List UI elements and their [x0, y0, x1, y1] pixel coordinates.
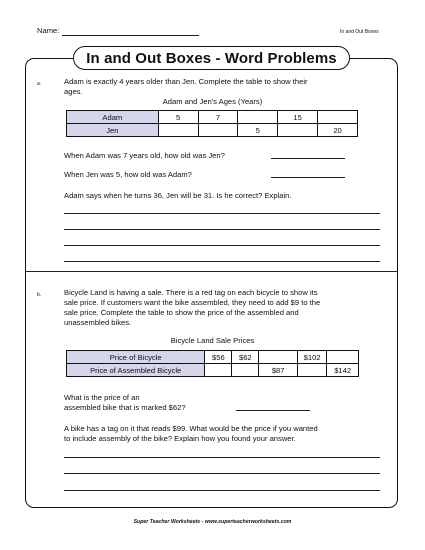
problem-a-intro-2: ages. — [64, 87, 83, 96]
problem-b-question-1b: assembled bike that is marked $62? — [64, 403, 186, 412]
ages-cell[interactable]: 15 — [278, 111, 318, 124]
price-cell[interactable] — [298, 364, 327, 377]
price-cell[interactable] — [205, 364, 232, 377]
price-cell[interactable]: $62 — [232, 351, 259, 364]
ages-cell[interactable] — [278, 124, 318, 137]
explain-line[interactable] — [64, 457, 380, 458]
problem-b-question-2a: A bike has a tag on it that reads $99. What would be the price if you wanted — [64, 424, 318, 433]
explain-line[interactable] — [64, 213, 380, 214]
answer-line[interactable] — [271, 177, 345, 178]
problem-b-intro-3: sale price. Complete the table to show the price of the assembled and — [64, 308, 299, 317]
problem-b-intro-4: unassembled bikes. — [64, 318, 132, 327]
ages-cell[interactable]: 20 — [318, 124, 358, 137]
prices-table — [66, 350, 359, 377]
ages-table — [66, 110, 358, 137]
ages-table-caption: Adam and Jen's Ages (Years) — [162, 97, 263, 106]
answer-line[interactable] — [236, 410, 310, 411]
footer-credit: Super Teacher Worksheets - www.superteacherworksheets.com — [133, 519, 292, 525]
problem-b-intro-2: sale price. If customers want the bike assembled, they need to add $9 to the — [64, 298, 321, 307]
name-label: Name: — [37, 26, 60, 35]
price-cell[interactable] — [327, 351, 359, 364]
ages-cell[interactable]: 5 — [238, 124, 278, 137]
price-cell[interactable]: $102 — [298, 351, 327, 364]
ages-cell[interactable] — [198, 124, 238, 137]
table-row — [67, 351, 359, 364]
worksheet-tag: In and Out Boxes — [340, 29, 379, 35]
price-cell[interactable] — [232, 364, 259, 377]
problem-b-question-2b: to include assembly of the bike? Explain how you found your answer. — [64, 434, 296, 443]
problem-a-letter: a. — [37, 81, 42, 87]
ages-cell[interactable]: 5 — [158, 111, 198, 124]
problem-b-intro-1: Bicycle Land is having a sale. There is a red tag on each bicycle to show its — [64, 288, 318, 297]
problem-a-question-3: Adam says when he turns 36, Jen will be 31. Is he correct? Explain. — [64, 191, 292, 200]
row-label-assembled: Price of Assembled Bicycle — [67, 364, 205, 377]
price-cell[interactable] — [259, 351, 298, 364]
ages-cell[interactable] — [318, 111, 358, 124]
ages-cell[interactable] — [238, 111, 278, 124]
problem-a-question-2: When Jen was 5, how old was Adam? — [64, 170, 192, 179]
price-cell[interactable]: $142 — [327, 364, 359, 377]
price-cell[interactable]: $87 — [259, 364, 298, 377]
table-row — [67, 124, 358, 137]
problem-a-intro-1: Adam is exactly 4 years older than Jen. Complete the table to show their — [64, 77, 308, 86]
problem-b-letter: b. — [37, 292, 42, 298]
answer-line[interactable] — [271, 158, 345, 159]
section-divider — [25, 271, 398, 272]
ages-cell[interactable]: 7 — [198, 111, 238, 124]
problem-a-question-1: When Adam was 7 years old, how old was Jen? — [64, 151, 225, 160]
row-label-price: Price of Bicycle — [67, 351, 205, 364]
name-answer-line[interactable] — [62, 35, 199, 36]
table-row — [67, 364, 359, 377]
explain-line[interactable] — [64, 490, 380, 491]
explain-line[interactable] — [64, 261, 380, 262]
explain-line[interactable] — [64, 229, 380, 230]
page-title: In and Out Boxes - Word Problems — [86, 49, 337, 67]
title-banner — [73, 46, 350, 70]
row-label-jen: Jen — [67, 124, 159, 137]
explain-line[interactable] — [64, 245, 380, 246]
ages-cell[interactable] — [158, 124, 198, 137]
prices-table-caption: Bicycle Land Sale Prices — [170, 336, 255, 345]
row-label-adam: Adam — [67, 111, 159, 124]
table-row — [67, 111, 358, 124]
price-cell[interactable]: $56 — [205, 351, 232, 364]
problem-b-question-1a: What is the price of an — [64, 393, 140, 402]
explain-line[interactable] — [64, 473, 380, 474]
